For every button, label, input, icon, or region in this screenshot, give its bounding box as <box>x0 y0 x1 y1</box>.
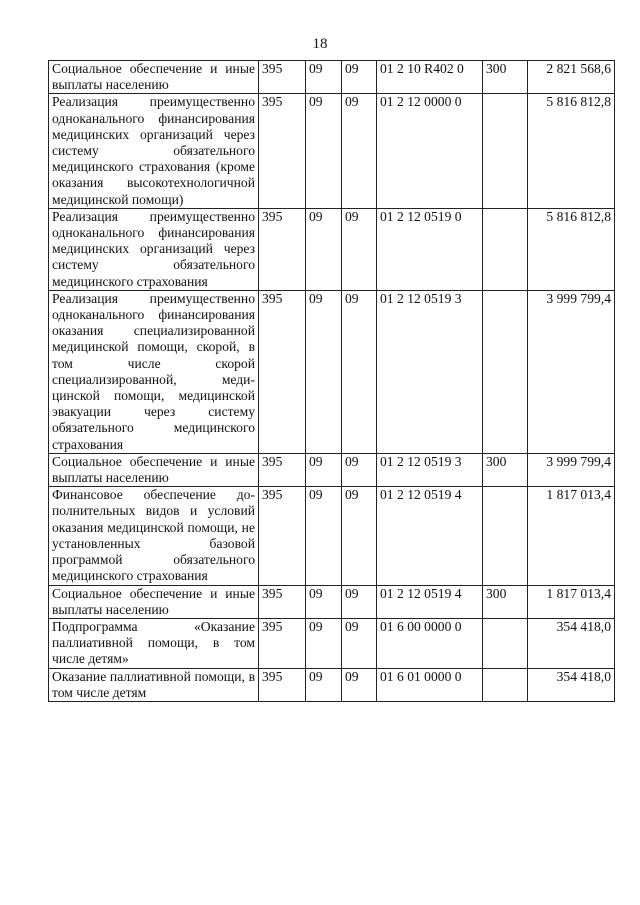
row-amount-cell: 1 817 013,4 <box>528 585 615 618</box>
row-name-cell: Реализация преимущественно одноканального финансирования оказания специализированной медицинской помощи, скорой, в том числе скорой специализированной, медицинской помощи, медицинской эвакуации через систему обязательного медицинского страхования <box>49 290 259 453</box>
row-amount-cell: 2 821 568,6 <box>528 61 615 94</box>
row-name-cell: Оказание паллиативной помощи, в том числе детям <box>49 668 259 701</box>
row-grbs-cell: 395 <box>259 668 306 701</box>
row-section-cell: 09 <box>306 94 342 208</box>
row-target-article-cell: 01 6 01 0000 0 <box>377 668 483 701</box>
table-row <box>49 453 615 486</box>
row-expense-type-cell <box>483 618 528 668</box>
table-row <box>49 618 615 668</box>
row-grbs-cell: 395 <box>259 487 306 585</box>
row-subsection-cell: 09 <box>342 668 377 701</box>
row-subsection-cell: 09 <box>342 585 377 618</box>
row-target-article-cell: 01 2 12 0519 0 <box>377 208 483 290</box>
page-number: 18 <box>312 36 328 52</box>
row-grbs-cell: 395 <box>259 453 306 486</box>
row-expense-type-cell: 300 <box>483 453 528 486</box>
table-row <box>49 487 615 585</box>
row-grbs-cell: 395 <box>259 290 306 453</box>
row-amount-cell: 354 418,0 <box>528 668 615 701</box>
table-row <box>49 61 615 94</box>
row-subsection-cell: 09 <box>342 487 377 585</box>
row-section-cell: 09 <box>306 61 342 94</box>
row-target-article-cell: 01 2 10 R402 0 <box>377 61 483 94</box>
budget-table-body <box>49 61 615 702</box>
row-name-cell: Социальное обеспечение и иные выплаты населению <box>49 585 259 618</box>
row-subsection-cell: 09 <box>342 94 377 208</box>
row-section-cell: 09 <box>306 208 342 290</box>
row-expense-type-cell <box>483 290 528 453</box>
row-grbs-cell: 395 <box>259 618 306 668</box>
row-target-article-cell: 01 2 12 0519 3 <box>377 453 483 486</box>
row-amount-cell: 1 817 013,4 <box>528 487 615 585</box>
row-expense-type-cell: 300 <box>483 585 528 618</box>
table-row <box>49 290 615 453</box>
table-row <box>49 208 615 290</box>
row-subsection-cell: 09 <box>342 61 377 94</box>
row-target-article-cell: 01 2 12 0519 4 <box>377 585 483 618</box>
row-target-article-cell: 01 6 00 0000 0 <box>377 618 483 668</box>
row-target-article-cell: 01 2 12 0000 0 <box>377 94 483 208</box>
row-section-cell: 09 <box>306 585 342 618</box>
row-name-cell: Подпрограмма «Оказание паллиативной помощи, в том числе детям» <box>49 618 259 668</box>
budget-table <box>48 60 615 702</box>
row-expense-type-cell: 300 <box>483 61 528 94</box>
table-row <box>49 668 615 701</box>
row-name-cell: Социальное обеспечение и иные выплаты населению <box>49 453 259 486</box>
row-subsection-cell: 09 <box>342 618 377 668</box>
row-expense-type-cell <box>483 487 528 585</box>
table-row <box>49 94 615 208</box>
row-expense-type-cell <box>483 208 528 290</box>
row-name-cell: Реализация преимущественно одноканального финансирования медицинских организаций через систему обязательного медицинского страхования (кроме оказания высокотехнологичной медицинской помощи) <box>49 94 259 208</box>
row-section-cell: 09 <box>306 453 342 486</box>
row-expense-type-cell <box>483 94 528 208</box>
row-amount-cell: 3 999 799,4 <box>528 290 615 453</box>
scan-artifact <box>2 896 112 902</box>
row-target-article-cell: 01 2 12 0519 3 <box>377 290 483 453</box>
row-section-cell: 09 <box>306 487 342 585</box>
row-amount-cell: 354 418,0 <box>528 618 615 668</box>
row-name-cell: Социальное обеспечение и иные выплаты населению <box>49 61 259 94</box>
row-subsection-cell: 09 <box>342 453 377 486</box>
row-grbs-cell: 395 <box>259 61 306 94</box>
row-subsection-cell: 09 <box>342 208 377 290</box>
row-grbs-cell: 395 <box>259 94 306 208</box>
row-expense-type-cell <box>483 668 528 701</box>
row-section-cell: 09 <box>306 290 342 453</box>
row-subsection-cell: 09 <box>342 290 377 453</box>
row-amount-cell: 5 816 812,8 <box>528 208 615 290</box>
row-section-cell: 09 <box>306 668 342 701</box>
row-amount-cell: 5 816 812,8 <box>528 94 615 208</box>
table-row <box>49 585 615 618</box>
row-grbs-cell: 395 <box>259 208 306 290</box>
row-section-cell: 09 <box>306 618 342 668</box>
row-grbs-cell: 395 <box>259 585 306 618</box>
row-name-cell: Реализация преимущественно одноканального финансирования медицинских организаций через систему обязательного медицинского страхования <box>49 208 259 290</box>
row-target-article-cell: 01 2 12 0519 4 <box>377 487 483 585</box>
row-name-cell: Финансовое обеспечение дополнительных видов и условий оказания медицинской помощи, не установленных базовой программой обязательного медицинского страхования <box>49 487 259 585</box>
row-amount-cell: 3 999 799,4 <box>528 453 615 486</box>
